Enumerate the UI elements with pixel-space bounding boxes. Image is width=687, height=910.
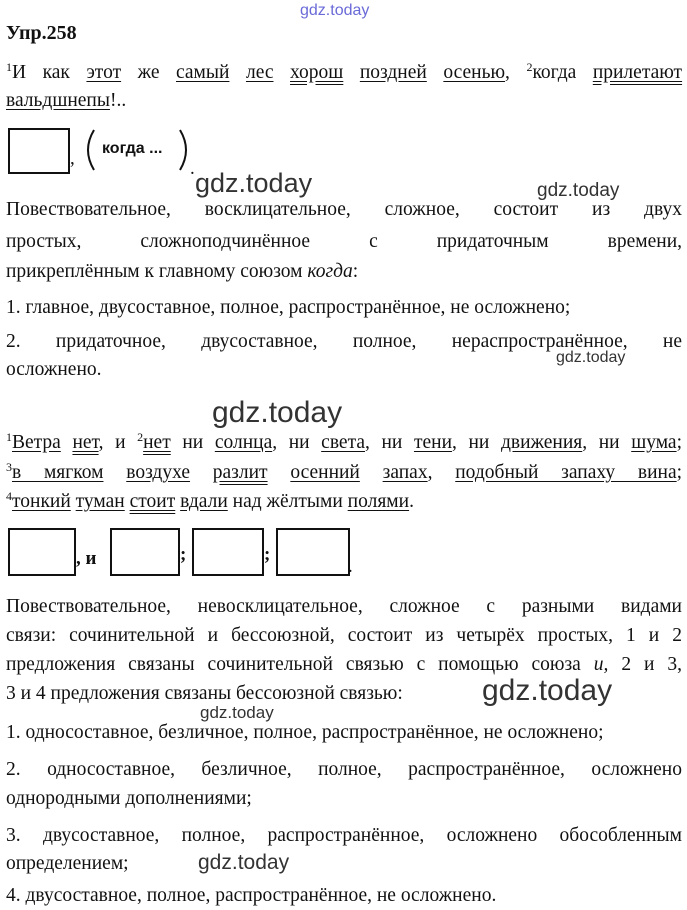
s1-item-1: 1. главное, двусоставное, полное, распространённое, не осложнено; [6, 297, 571, 318]
s1-line-1: $^1$И как этот же самый лес хорош поздней осенью, $^2$когда прилетают [6, 60, 683, 83]
s1-analysis-1: Повествовательное, восклицательное, сложное, состоит из двух [6, 199, 682, 220]
s2-analysis-4: 3 и 4 предложения связаны бессоюзной связью: [6, 683, 403, 704]
s2-item-3-cont: определением; [6, 853, 129, 874]
s2-item-3: 3. двусоставное, полное, распространённое, осложнено обособленным [6, 825, 682, 846]
s2-item-4: 4. двусоставное, полное, распространённое, не осложнено. [6, 885, 497, 906]
s2-line-3: $^4$тонкий туман стоит вдали над жёлтыми полями. [6, 489, 414, 512]
s2-line-1: $^1$Ветра нет, и $^2$нет ни солнца, ни света, ни тени, ни движения, ни шума; [6, 430, 682, 453]
scheme-semicolon-1: ; [180, 544, 187, 565]
clause-bracket-1 [8, 528, 76, 576]
scheme-comma-i: , и [76, 548, 97, 569]
watermark: gdz.today [198, 851, 290, 874]
watermark: gdz.today [195, 168, 313, 198]
watermark: gdz.today [482, 674, 613, 707]
watermark-top: gdz.today [300, 2, 370, 19]
watermark: gdz.today [537, 180, 620, 201]
s2-analysis-1: Повествовательное, невосклицательное, сложное с разными видами [6, 596, 682, 617]
s1-line-2: вальдшнепы!.. [6, 90, 127, 111]
scheme-semicolon-2: ; [264, 544, 271, 565]
s2-item-1: 1. односоставное, безличное, полное, распространённое, не осложнено; [6, 722, 604, 743]
watermark: gdz.today [200, 703, 274, 722]
scheme-dot: . [348, 556, 353, 577]
subordinate-clause-label: когда ... [102, 140, 163, 157]
main-clause-bracket [8, 128, 70, 174]
s1-analysis-2: простых, сложноподчинённое с придаточным времени, [6, 231, 682, 252]
s1-analysis-3: прикреплённым к главному союзом когда: [6, 261, 359, 282]
s2-analysis-3: предложения связаны сочинительной связью с помощью союза и, 2 и 3, [6, 654, 682, 675]
watermark: gdz.today [556, 349, 626, 366]
scheme-comma: , [70, 148, 75, 169]
scheme-dot: . [190, 158, 195, 179]
subordinate-clause-parens [84, 128, 190, 172]
s2-analysis-2: связи: сочинительной и бессоюзной, состоит из четырёх простых, 1 и 2 [6, 625, 682, 646]
clause-bracket-2 [110, 528, 180, 576]
s2-line-2: $^3$в мягком воздухе разлит осенний запах, подобный запаху вина; [6, 460, 683, 483]
watermark: gdz.today [212, 396, 343, 429]
clause-bracket-4 [276, 528, 350, 576]
exercise-title: Упр.258 [6, 22, 77, 44]
s2-item-2: 2. односоставное, безличное, полное, распространённое, осложнено [6, 759, 682, 780]
s1-item-2-cont: осложнено. [6, 359, 102, 380]
s1-item-2: 2. придаточное, двусоставное, полное, нераспространённое, не [6, 331, 682, 352]
clause-bracket-3 [192, 528, 264, 576]
s2-item-2-cont: однородными дополнениями; [6, 788, 252, 809]
